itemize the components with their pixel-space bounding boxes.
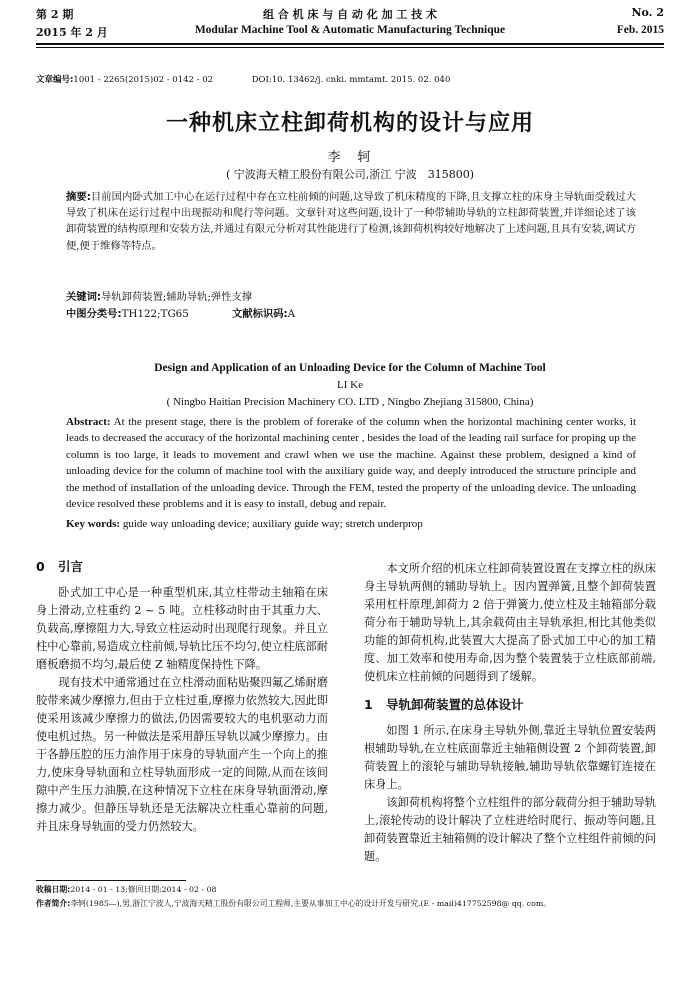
- clc-label: 中图分类号:: [66, 308, 122, 320]
- paragraph: 如图 1 所示,在床身主导轨外侧,靠近主导轨位置安装两根辅助导轨,在立柱底面靠近主轴箱侧设置 2 个卸荷装置,卸荷装置上的滚轮与辅助导轨接触,辅助导轨依靠螺钉连接在床身上。: [364, 724, 656, 791]
- keywords-cn: [66, 288, 252, 303]
- keywords-en-text: guide way unloading device; auxiliary guide way; stretch underprop: [120, 518, 423, 530]
- journal-name-cn: 组 合 机 床 与 自 动 化 加 工 技 术: [262, 8, 438, 21]
- author-cn: 李 轲: [327, 150, 373, 165]
- issue-date-cn: 2015 年 2 月: [36, 26, 108, 39]
- keywords-en-label: Key words:: [66, 518, 121, 530]
- journal-name-en: Modular Machine Tool & Automatic Manufacturing Technique: [194, 24, 506, 36]
- page-title-en: Design and Application of an Unloading Device for the Column of Machine Tool: [154, 362, 546, 374]
- section-1-number: 1: [364, 697, 373, 712]
- doc-code-label: 文献标识码:: [232, 308, 288, 320]
- affiliation-cn: ( 宁波海天精工股份有限公司,浙江 宁波 315800): [225, 168, 475, 181]
- abstract-cn-label: 摘要:: [66, 191, 91, 203]
- abstract-cn: [66, 189, 636, 254]
- page-title-cn: 一种机床立柱卸荷机构的设计与应用: [165, 110, 534, 136]
- abstract-en: [66, 414, 636, 512]
- abstract-en-text: At the present stage, there is the problem of forerake of the column when the horizontal machining center works, it leads to decreased the accuracy of the horizontal machining center , besides the load of the leading rail surface for proping up the column is too large, it leads to movement and crawl when we use the machine. Against these problem, designed a kind of unloading device for the column of machine tool with the auxiliary guide way, and deeply introduced the structure principle and the method of installation of the unloading device. Through the FEM, tested the property of the unloading device. The unloading device resolved these problems and it is easy to install, debug and repair.: [66, 416, 636, 511]
- section-1-heading: [364, 696, 656, 714]
- abstract-en-label: Abstract:: [66, 416, 111, 428]
- footnote-author-text: 李轲(1985—),男,浙江宁波人,宁波海天精工股份有限公司工程师,主要从事加工中心的设计开发与研究,(E - mail)417752598@ qq. com。: [70, 899, 552, 908]
- body-right-column: [364, 560, 656, 866]
- affiliation-en: ( Ningbo Haitian Precision Machinery CO. LTD , Ningbo Zhejiang 315800, China): [166, 396, 534, 408]
- article-number: 1001 - 2265(2015)02 - 0142 - 02: [73, 75, 214, 85]
- footnote-rule: [36, 880, 186, 881]
- paragraph: 现有技术中通常通过在立柱滑动面粘贴聚四氟乙烯耐磨胶带来减少摩擦力,但由于立柱过重,摩擦力依然较大,因此即使采用该减少摩擦力的做法,仍因需要较大的电机驱动力而使电机过热。另一种做法是采用静压导轨以减少摩擦力。由于各静压腔的压力油作用于床身的导轨面产生一个向上的推力,使床身导轨面和立柱导轨面形成一定的间隙,从而在该间隙中产生压力油膜,在这种情况下立柱在床身导轨面滑动,摩擦力减少。但静压导轨还是无法解决立柱重心靠前的问题,并且床身导轨面的受力仍然较大。: [36, 676, 328, 833]
- paragraph: 该卸荷机构将整个立柱组件的部分载荷分担于辅助导轨上,滚轮传动的设计解决了立柱进给时爬行、振动等问题,且卸荷装置靠近主轴箱侧的设计解决了整个立柱组件前倾的问题。: [364, 796, 656, 863]
- section-0-heading: [36, 558, 328, 576]
- issue-number-cn: 第 2 期: [36, 8, 74, 21]
- author-en: LI Ke: [337, 379, 363, 391]
- header-rule-thick: [36, 43, 664, 45]
- paragraph: 卧式加工中心是一种重型机床,其立柱带动主轴箱在床身上滑动,立柱重约 2 ~ 5 吨。立柱移动时由于其重力大、负载高,摩擦阻力大,导致立柱运动时出现爬行现象。并且立柱中心靠前,易造成立柱前倾,导轨比压不均匀,使立柱底部耐磨板磨损不均匀,最后使 Z 轴精度保持性下降。: [36, 586, 328, 671]
- paragraph: 本文所介绍的机床立柱卸荷装置设置在支撑立柱的纵床身主导轨两侧的辅助导轨上。因内置弹簧,且整个卸荷装置采用杠杆原理,卸荷力 2 倍于弹簧力,使立柱及主轴箱部分载荷分布于辅助导轨上,其余载荷由主导轨承担,相比其他类似功能的卸荷机构,此装置大大提高了卧式加工中心的加工精度、加工效率和使用寿命,因为整个装置装于立柱底部前端,使机床立柱前倾的问题得到了缓解。: [364, 562, 656, 683]
- footnote-author-label: 作者简介:: [36, 899, 71, 908]
- footnote-author: [36, 898, 551, 909]
- section-0-title: 引言: [58, 559, 84, 574]
- footnote-dates-label: 收稿日期:: [36, 885, 71, 894]
- article-number-label: 文章编号:: [36, 75, 74, 85]
- issue-number-en: No. 2: [631, 6, 664, 19]
- doc-code: A: [287, 308, 296, 320]
- header-rule-thin: [36, 47, 664, 48]
- footnote-dates-text: 2014 - 01 - 13;修回日期:2014 - 02 - 08: [70, 885, 217, 894]
- body-left-column: [36, 552, 328, 836]
- issue-date-en: Feb. 2015: [616, 24, 664, 36]
- keywords-cn-label: 关键词:: [66, 291, 102, 303]
- section-0-number: 0: [36, 559, 45, 574]
- classification: [66, 305, 295, 320]
- doi: DOI:10. 13462/j. cnki. mmtamt. 2015. 02. 040: [251, 75, 451, 85]
- clc-code: TH122;TG65: [121, 308, 189, 320]
- abstract-cn-text: 目前国内卧式加工中心在运行过程中存在立柱前倾的问题,这导致了机床精度的下降,且支撑立柱的床身主导轨面受载过大导致了机床在运行过程中出现振动和爬行等问题。文章针对这些问题,设计了一种带辅助导轨的立柱卸荷装置,并详细论述了该卸荷装置的结构原理和安装方法,并通过有限元分析对其性能进行了检测,该卸荷机构较好地解决了上述问题,且具有安装,调试方便,便于维修等特点。: [66, 191, 637, 252]
- article-meta: [36, 73, 450, 85]
- section-1-title: 导轨卸荷装置的总体设计: [386, 697, 524, 712]
- footnote-dates: [36, 884, 217, 895]
- keywords-en: [66, 518, 423, 530]
- keywords-cn-text: 导轨卸荷装置;辅助导轨;弹性支撑: [101, 291, 253, 303]
